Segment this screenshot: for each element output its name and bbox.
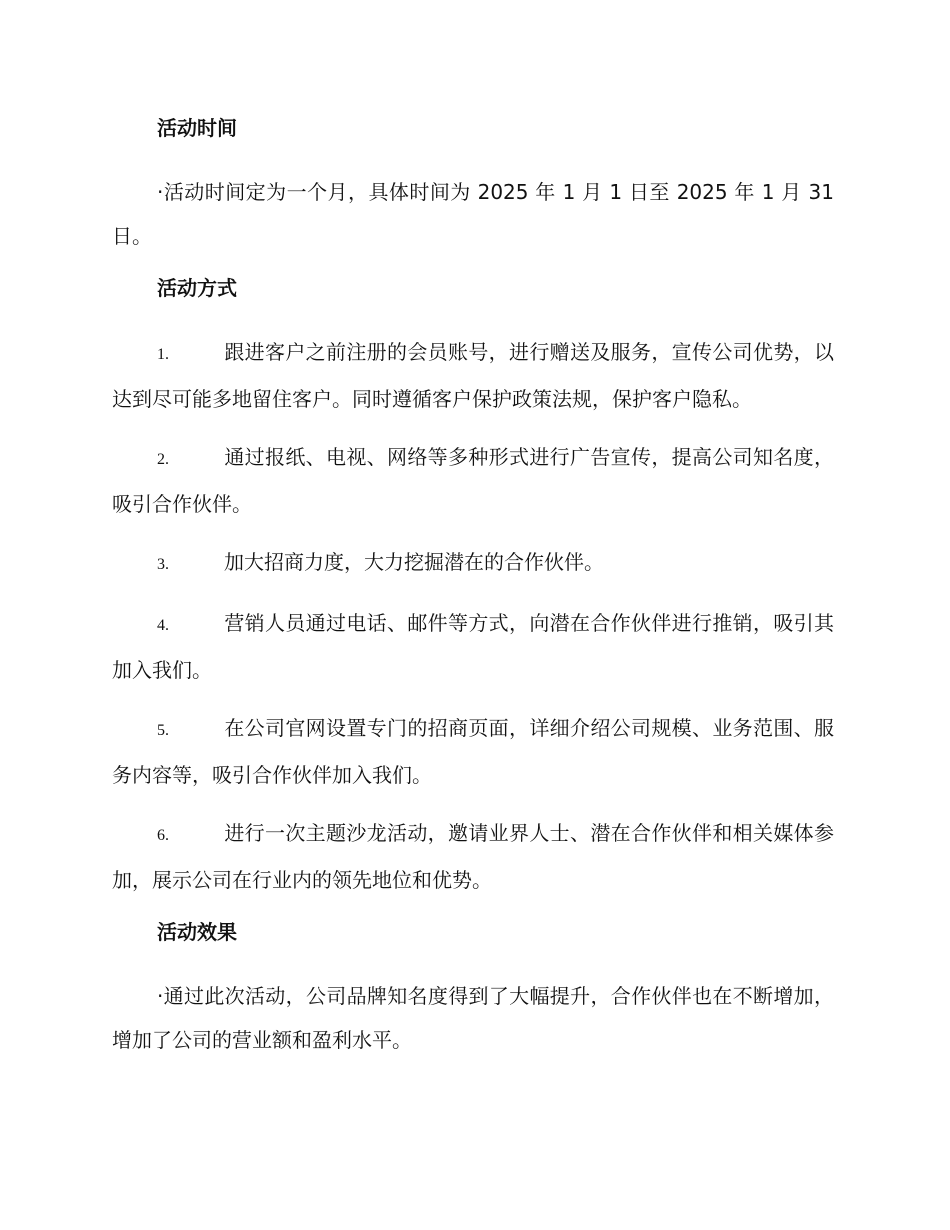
- method-item: [112, 706, 834, 797]
- item-text: 在公司官网设置专门的招商页面，详细介绍公司规模、业务范围、服务内容等，吸引合作伙伴加入我们。: [112, 716, 834, 787]
- method-item: [112, 540, 834, 587]
- item-number: 3.: [157, 556, 169, 573]
- time-paragraph: [112, 170, 834, 258]
- method-item: [112, 811, 834, 902]
- item-number: 1.: [157, 346, 169, 363]
- section-heading-method: 活动方式: [157, 276, 237, 300]
- item-number: 4.: [157, 617, 169, 634]
- method-item: [112, 435, 834, 526]
- bullet-dot: ·: [157, 180, 164, 204]
- item-text: 通过报纸、电视、网络等多种形式进行广告宣传，提高公司知名度，吸引合作伙伴。: [112, 445, 834, 516]
- method-item: [112, 601, 834, 692]
- method-item: [112, 330, 834, 421]
- item-text: 营销人员通过电话、邮件等方式，向潜在合作伙伴进行推销，吸引其加入我们。: [112, 611, 834, 682]
- item-text: 跟进客户之前注册的会员账号，进行赠送及服务，宣传公司优势，以达到尽可能多地留住客户。同时遵循客户保护政策法规，保护客户隐私。: [112, 340, 834, 411]
- time-text: 活动时间定为一个月，具体时间为 2025 年 1 月 1 日至 2025 年 1 月 31 日。: [112, 180, 834, 248]
- effect-text: 通过此次活动，公司品牌知名度得到了大幅提升，合作伙伴也在不断增加，增加了公司的营业额和盈利水平。: [112, 984, 834, 1052]
- item-number: 2.: [157, 451, 169, 468]
- item-text: 加大招商力度，大力挖掘潜在的合作伙伴。: [224, 550, 604, 574]
- item-number: 6.: [157, 827, 169, 844]
- item-text: 进行一次主题沙龙活动，邀请业界人士、潜在合作伙伴和相关媒体参加，展示公司在行业内的领先地位和优势。: [112, 821, 834, 892]
- item-number: 5.: [157, 722, 169, 739]
- document-content: [112, 112, 834, 1076]
- section-heading-time: 活动时间: [157, 116, 237, 140]
- bullet-dot: ·: [157, 984, 164, 1008]
- section-heading-effect: 活动效果: [157, 920, 237, 944]
- effect-paragraph: [112, 974, 834, 1062]
